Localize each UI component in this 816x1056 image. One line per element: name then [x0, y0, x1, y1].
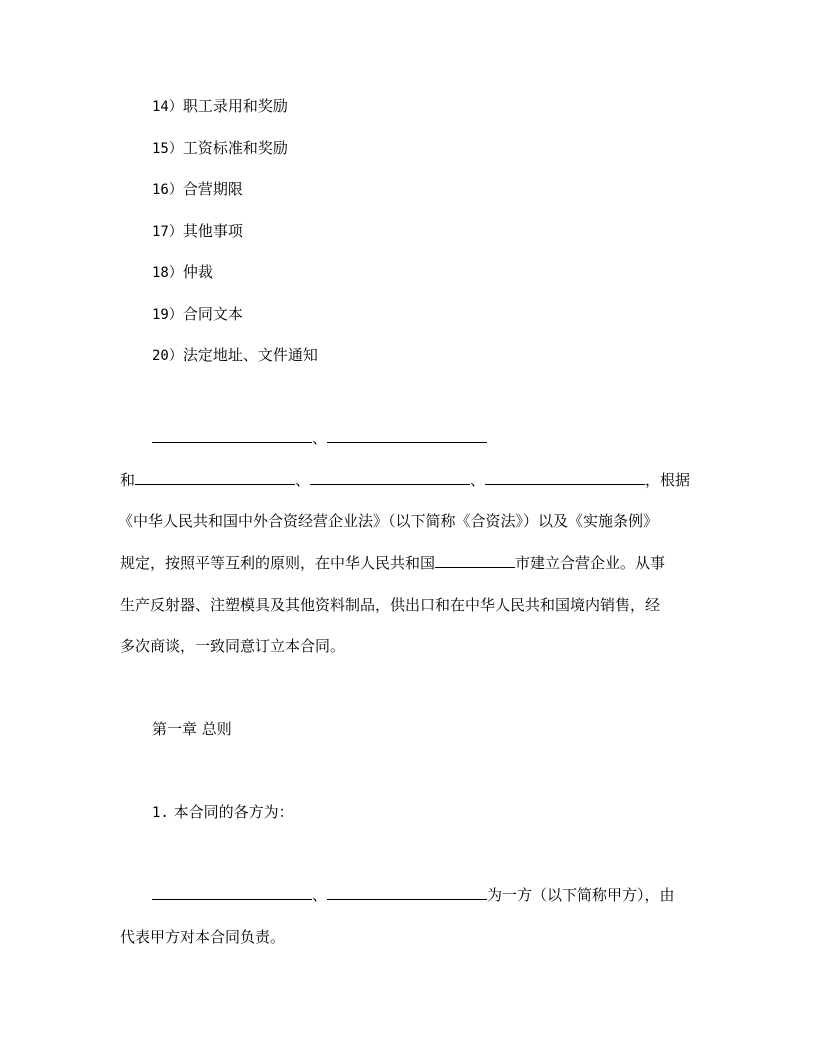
outline-text: 法定地址、文件通知: [182, 346, 318, 364]
preamble-line-6: 多次商谈，一致同意订立本合同。: [120, 637, 346, 655]
separator: 、: [312, 886, 328, 904]
outline-number: 15）: [152, 141, 183, 157]
preamble-line-4: [120, 553, 665, 573]
outline-number: 14）: [152, 99, 183, 115]
outline-text: 工资标准和奖励: [182, 139, 288, 157]
party-a-line-2: 代表甲方对本合同负责。: [120, 928, 286, 946]
blank-field: [327, 428, 487, 443]
outline-number: 17）: [152, 224, 183, 240]
outline-text: 合同文本: [182, 305, 243, 323]
separator: 、: [470, 471, 486, 489]
blank-field: [310, 470, 470, 485]
outline-item-15: [152, 138, 288, 159]
blank-field: [152, 885, 312, 900]
blank-field: [327, 885, 487, 900]
article-number: 1.: [152, 805, 169, 821]
outline-text: 其他事项: [182, 222, 243, 240]
outline-text: 仲裁: [182, 263, 213, 281]
separator: 、: [312, 429, 328, 447]
preamble-line-2: [120, 470, 690, 490]
outline-number: 18）: [152, 265, 183, 281]
outline-number: 20）: [152, 348, 183, 364]
outline-number: 19）: [152, 307, 183, 323]
outline-text: 合营期限: [182, 180, 243, 198]
outline-item-16: [152, 179, 243, 200]
blank-field: [152, 428, 312, 443]
line4-post: 市建立合营企业。从事: [515, 554, 666, 572]
basis-text: ，根据: [645, 471, 691, 489]
preamble-line-3: 《中华人民共和国中外合资经营企业法》（以下简称《合资法》）以及《实施条例》: [118, 512, 659, 530]
chapter-title: 第一章 总则: [152, 720, 232, 738]
preamble-line-1: [152, 428, 487, 448]
preamble-line-5: 生产反射器、注塑模具及其他资料制品，供出口和在中华人民共和国境内销售，经: [120, 596, 661, 614]
outline-item-17: [152, 221, 243, 242]
outline-item-20: [152, 345, 318, 366]
party-a-text: 为一方（以下简称甲方），由: [487, 886, 675, 904]
blank-field: [435, 553, 515, 568]
outline-item-14: [152, 96, 288, 117]
line4-pre: 规定，按照平等互利的原则，在中华人民共和国: [120, 554, 436, 572]
blank-field: [135, 470, 295, 485]
article-text: 本合同的各方为：: [173, 803, 294, 821]
article-1: [152, 802, 294, 823]
separator: 、: [295, 471, 311, 489]
outline-item-19: [152, 304, 243, 325]
outline-number: 16）: [152, 182, 183, 198]
party-a-line-1: [152, 885, 675, 905]
outline-item-18: [152, 262, 213, 283]
and-text: 和: [120, 471, 136, 489]
outline-text: 职工录用和奖励: [182, 97, 288, 115]
blank-field: [485, 470, 645, 485]
